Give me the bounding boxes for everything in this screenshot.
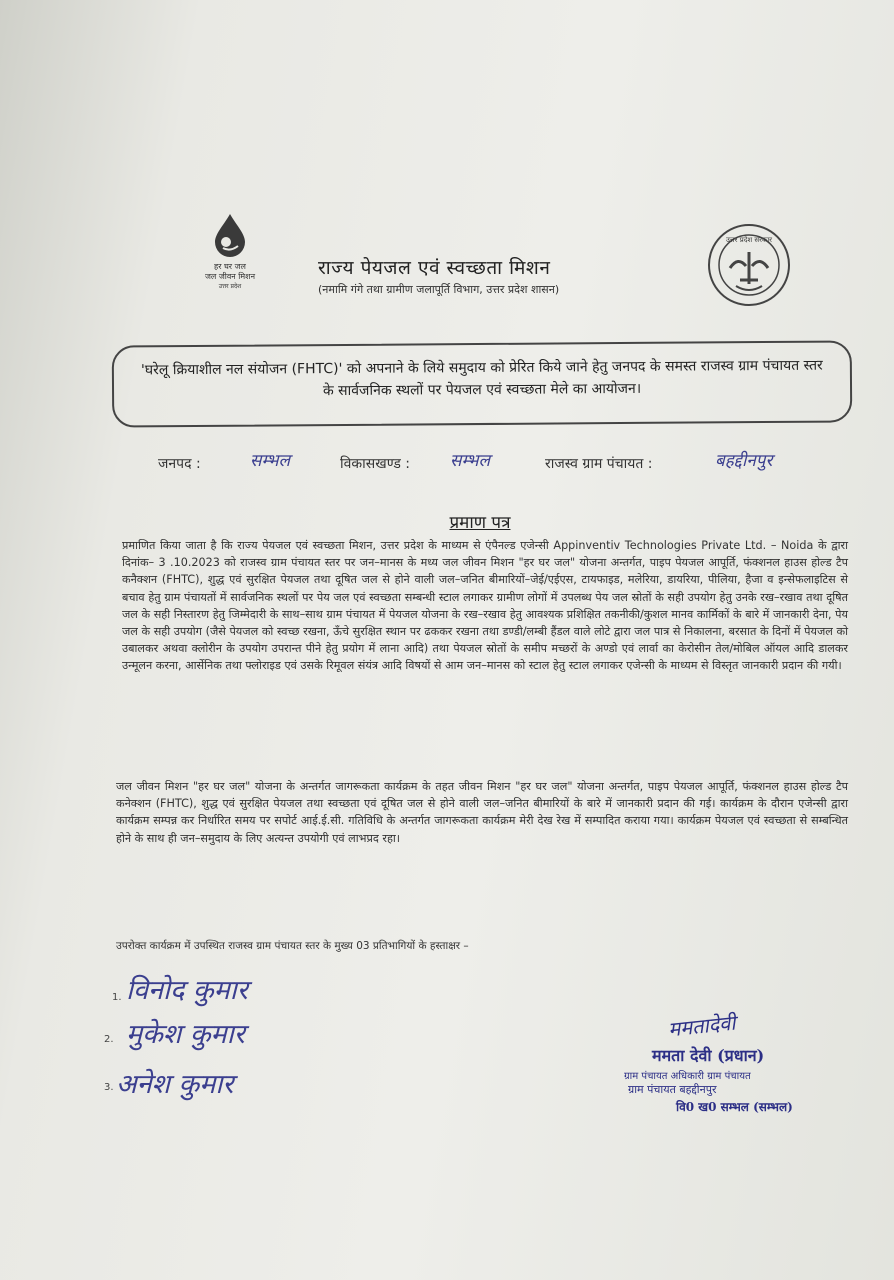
page-title: राज्य पेयजल एवं स्वच्छता मिशन <box>318 257 551 279</box>
signature-number-2: 2. <box>104 1034 114 1045</box>
event-banner: 'घरेलू क्रियाशील नल संयोजन (FHTC)' को अपनाने के लिये समुदाय को प्रेरित किये जाने हेतु जनपद के समस्त राजस्व ग्राम पंचायत स्तर के सार्वजनिक स्थलों पर पेयजल एवं स्वच्छता मेले का आयोजन। <box>112 340 853 427</box>
up-government-seal-icon <box>706 222 792 308</box>
village-value: बहद्दीनपुर <box>715 451 773 471</box>
signature-1: विनोद कुमार <box>126 975 248 1006</box>
village-label: राजस्व ग्राम पंचायत : <box>545 456 653 472</box>
page-subtitle: (नमामि गंगे तथा ग्रामीण जलापूर्ति विभाग, उत्तर प्रदेश शासन) <box>318 283 560 296</box>
location-fields <box>140 450 840 480</box>
signature-number-3: 3. <box>104 1082 114 1093</box>
signature-2: मुकेश कुमार <box>126 1019 245 1050</box>
stamp-line-2: ग्राम पंचायत बहद्दीनपुर <box>628 1083 717 1096</box>
logo-caption-3: उत्तर प्रदेश <box>218 283 242 290</box>
pradhan-name: ममता देवी (प्रधान) <box>652 1046 765 1065</box>
pradhan-signature: ममतादेवी <box>666 1010 737 1042</box>
signature-3: अनेश कुमार <box>116 1069 234 1100</box>
signature-number-1: 1. <box>112 992 122 1003</box>
certificate-paragraph-2: जल जीवन मिशन "हर घर जल" योजना के अन्तर्गत जागरूकता कार्यक्रम के तहत जीवन मिशन "हर घर जल" योजना अन्तर्गत, पाइप पेयजल आपूर्ति, फंक्शनल हाउस होल्ड टैप कनेक्शन (FHTC), शुद्ध एवं सुरक्षित पेयजल तथा स्वच्छता एवं दूषित जल से होने वाली जल–जनित बीमारियों के बारे में जानकारी प्रदान की गई। कार्यक्रम के दौरान एजेन्सी द्वारा कार्यक्रम सम्पन्न कर निर्धारित समय पर सपोर्ट आई.ई.सी. गतिविधि के अन्तर्गत जागरूकता कार्यक्रम मेरी देख रेख में सम्पादित कराया गया। कार्यक्रम पेयजल एवं स्वच्छता से सम्बन्धित होने के साथ ही जन–समुदाय के लिए अत्यन्त उपयोगी एवं लाभप्रद रहा। <box>116 780 848 845</box>
block-value: सम्भल <box>450 451 491 471</box>
certificate-heading: प्रमाण पत्र <box>449 513 511 533</box>
certificate-paragraph-1: प्रमाणित किया जाता है कि राज्य पेयजल एवं स्वच्छता मिशन, उत्तर प्रदेश के माध्यम से एंपैनल्ड एजेन्सी Appinventiv Technologies Private Ltd. – Noida के द्वारा दिनांक– 3 .10.2023 को राजस्व ग्राम पंचायत स्तर पर जन–मानस के मध्य जल जीवन मिशन "हर घर जल" योजना अन्तर्गत, पाइप पेयजल आपूर्ति, फंक्शनल हाउस होल्ड टैप कनैक्शन (FHTC), शुद्ध एवं सुरक्षित पेयजल तथा दूषित जल से होने वाली जल–जनित बीमारियों–जेई/एईएस, टायफाइड, मलेरिया, डायरिया, पीलिया, हैजा व इन्सेफलाइटिस से बचाव हेतु ग्राम पंचायतों में सार्वजनिक स्थलों पर पेय जल एवं स्वच्छता सम्बन्धी स्टाल लगाकर ग्रामीण लोगों में उपलब्ध पेय जल स्रोतों के सही उपयोग हेतु उनके रख–रखाव तथा दूषित जल के सही निस्तारण हेतु जिम्मेदारी के साथ–साथ ग्राम पंचायत में पेयजल योजना के रख–रखाव हेतु आवश्यक प्रशिक्षित तकनीकी/कुशल मानव कार्मिकों के बारे में जानकारी देना, पेय जल के सही उपयोग (जैसे पेयजल को स्वच्छ रखना, ऊँचे सुरक्षित स्थान पर ढककर रखना तथा डण्डी/लम्बी हैंडल वाले लोटे द्वारा जल पात्र से निकालना, बरसात के दिनों में पेयजल को उबालकर अथवा क्लोरीन के उपयोग उपरान्त पीने हेतु प्रयोग में लाना आदि) तथा पेयजल स्रोतों के समीप मच्छरों के अण्डो एवं लार्वा का केरोसीन तेल/मोबिल ऑयल आदि डालकर उन्मूलन करना, आर्सेनिक तथा फ्लोराइड एवं उसके रिमूवल संयंत्र आदि विषयों से आम जन–मानस को स्टाल हेतु स्टाल लगाकर एजेन्सी के माध्यम से विस्तृत जानकारी प्रदान की गयी। <box>122 539 848 673</box>
logo-caption-2: जल जीवन मिशन <box>204 272 256 281</box>
stamp-line-1: ग्राम पंचायत अधिकारी ग्राम पंचायत <box>624 1071 751 1082</box>
seal-text: उत्तर प्रदेश सरकार <box>725 236 773 244</box>
pradhan-stamp <box>612 1008 842 1128</box>
logo-caption-1: हर घर जल <box>214 262 246 271</box>
water-drop-icon <box>211 212 249 258</box>
participants-note: उपरोक्त कार्यक्रम में उपस्थित राजस्व ग्राम पंचायत स्तर के मुख्य 03 प्रतिभागियों के हस्ताक्षर – <box>116 940 469 952</box>
jal-jeevan-mission-logo <box>190 212 270 292</box>
district-label: जनपद : <box>158 456 201 472</box>
block-label: विकासखण्ड : <box>340 456 411 472</box>
stamp-line-3: वि0 ख0 सम्भल (सम्भल) <box>676 1100 793 1114</box>
district-value: सम्भल <box>250 451 291 471</box>
